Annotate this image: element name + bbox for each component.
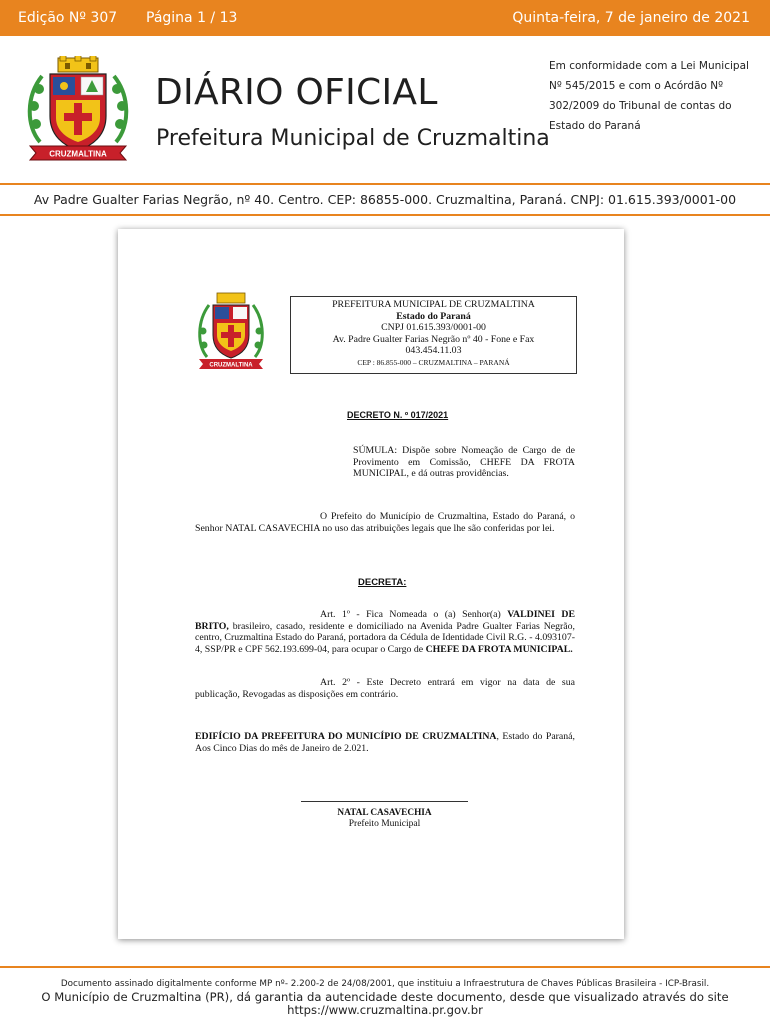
footer-authenticity (0, 991, 770, 1017)
article-1: Art. 1º - Fica Nomeada o (a) Senhor(a) VALDINEI DE BRITO, brasileiro, casado, residente e domiciliado na Avenida Padre Gualter Farias Negrão, centro, Cruzmaltina Estado do Paraná, portadora da Cédula de Identidade Civil R.G. - 4.093107-4, SSP/PR e CPF 562.193.699-04, para ocupar o Cargo de CHEFE DA FROTA MUNICIPAL. (195, 609, 576, 655)
edition-bar (0, 0, 770, 36)
header-line-1: PREFEITURA MUNICIPAL DE CRUZMALTINA (332, 299, 535, 310)
article-2: Art. 2º - Este Decreto entrará em vigor na data de sua publicação, Revogadas as disposições em contrário. (195, 677, 575, 700)
coat-banner (30, 146, 126, 160)
header-line-6: CEP : 86.855-000 – CRUZMALTINA – PARANÁ (357, 357, 510, 367)
coat-crown (58, 56, 98, 72)
signature-line (301, 801, 468, 802)
municipality-header-box (290, 296, 577, 374)
header-line-2: Estado do Paraná (396, 310, 471, 322)
header-line-5: 043.454.11.03 (405, 345, 462, 356)
svg-text:CRUZMALTINA: CRUZMALTINA (49, 149, 107, 159)
divider-address (0, 214, 770, 216)
coat-shield (50, 74, 106, 150)
publication-date: Quinta-feira, 7 de janeiro de 2021 (512, 10, 750, 26)
decree-preamble: O Prefeito do Município de Cruzmaltina, Estado do Paraná, o Senhor NATAL CASAVECHIA no uso das atribuições legais que lhe são conferidas por lei. (195, 511, 575, 534)
document-coat-of-arms (195, 291, 267, 373)
divider-top (0, 183, 770, 185)
footer-signature-note: Documento assinado digitalmente conforme MP nº- 2.200-2 de 24/08/2001, que instituiu a Infraestrutura de Chaves Públicas Brasileira - ICP-Brasil. (60, 979, 710, 989)
page-indicator: Página 1 / 13 (146, 10, 238, 26)
header-line-3: CNPJ 01.615.393/0001-00 (381, 322, 486, 333)
closing-statement: EDIFÍCIO DA PREFEITURA DO MUNICÍPIO DE CRUZMALTINA, Estado do Paraná, Aos Cinco Dias do mês de Janeiro de 2.021. (195, 731, 575, 754)
svg-text:CRUZMALTINA: CRUZMALTINA (209, 362, 253, 369)
page-subtitle: Prefeitura Municipal de Cruzmaltina (156, 126, 550, 151)
edition-number: Edição Nº 307 (18, 10, 118, 26)
decreta-heading: DECRETA: (358, 577, 407, 588)
divider-bottom (0, 966, 770, 968)
address-line: Av Padre Gualter Farias Negrão, nº 40. Centro. CEP: 86855-000. Cruzmaltina, Paraná. CNPJ: 01.615.393/0001-00 (33, 192, 737, 207)
signatory-role: Prefeito Municipal (348, 819, 421, 829)
signatory-name: NATAL CASAVECHIA (337, 808, 432, 818)
coat-of-arms-logo (22, 56, 134, 164)
footer-website-link[interactable]: https://www.cruzmaltina.pr.gov.br (287, 1003, 483, 1017)
header-line-4: Av. Padre Gualter Farias Negrão nº 40 - Fone e Fax (332, 333, 535, 345)
legal-note: Em conformidade com a Lei Municipal Nº 545/2015 e com o Acórdão Nº 302/2009 do Tribunal de contas do Estado do Paraná (549, 60, 749, 132)
footer-authenticity-text: O Município de Cruzmaltina (PR), dá garantia da autencidade deste documento, desde que visualizado através do site (41, 990, 729, 1004)
decree-title: DECRETO N. º 017/2021 (347, 410, 449, 420)
page-title: DIÁRIO OFICIAL (155, 72, 438, 113)
decree-summary: SÚMULA: Dispõe sobre Nomeação de Cargo de de Provimento em Comissão, CHEFE DA FROTA MUNICIPAL, e dá outras providências. (353, 445, 575, 480)
appointed-role: CHEFE DA FROTA MUNICIPAL. (425, 643, 573, 655)
decree-document (118, 229, 624, 939)
appointee-name: VALDINEI DE BRITO, (195, 609, 576, 632)
